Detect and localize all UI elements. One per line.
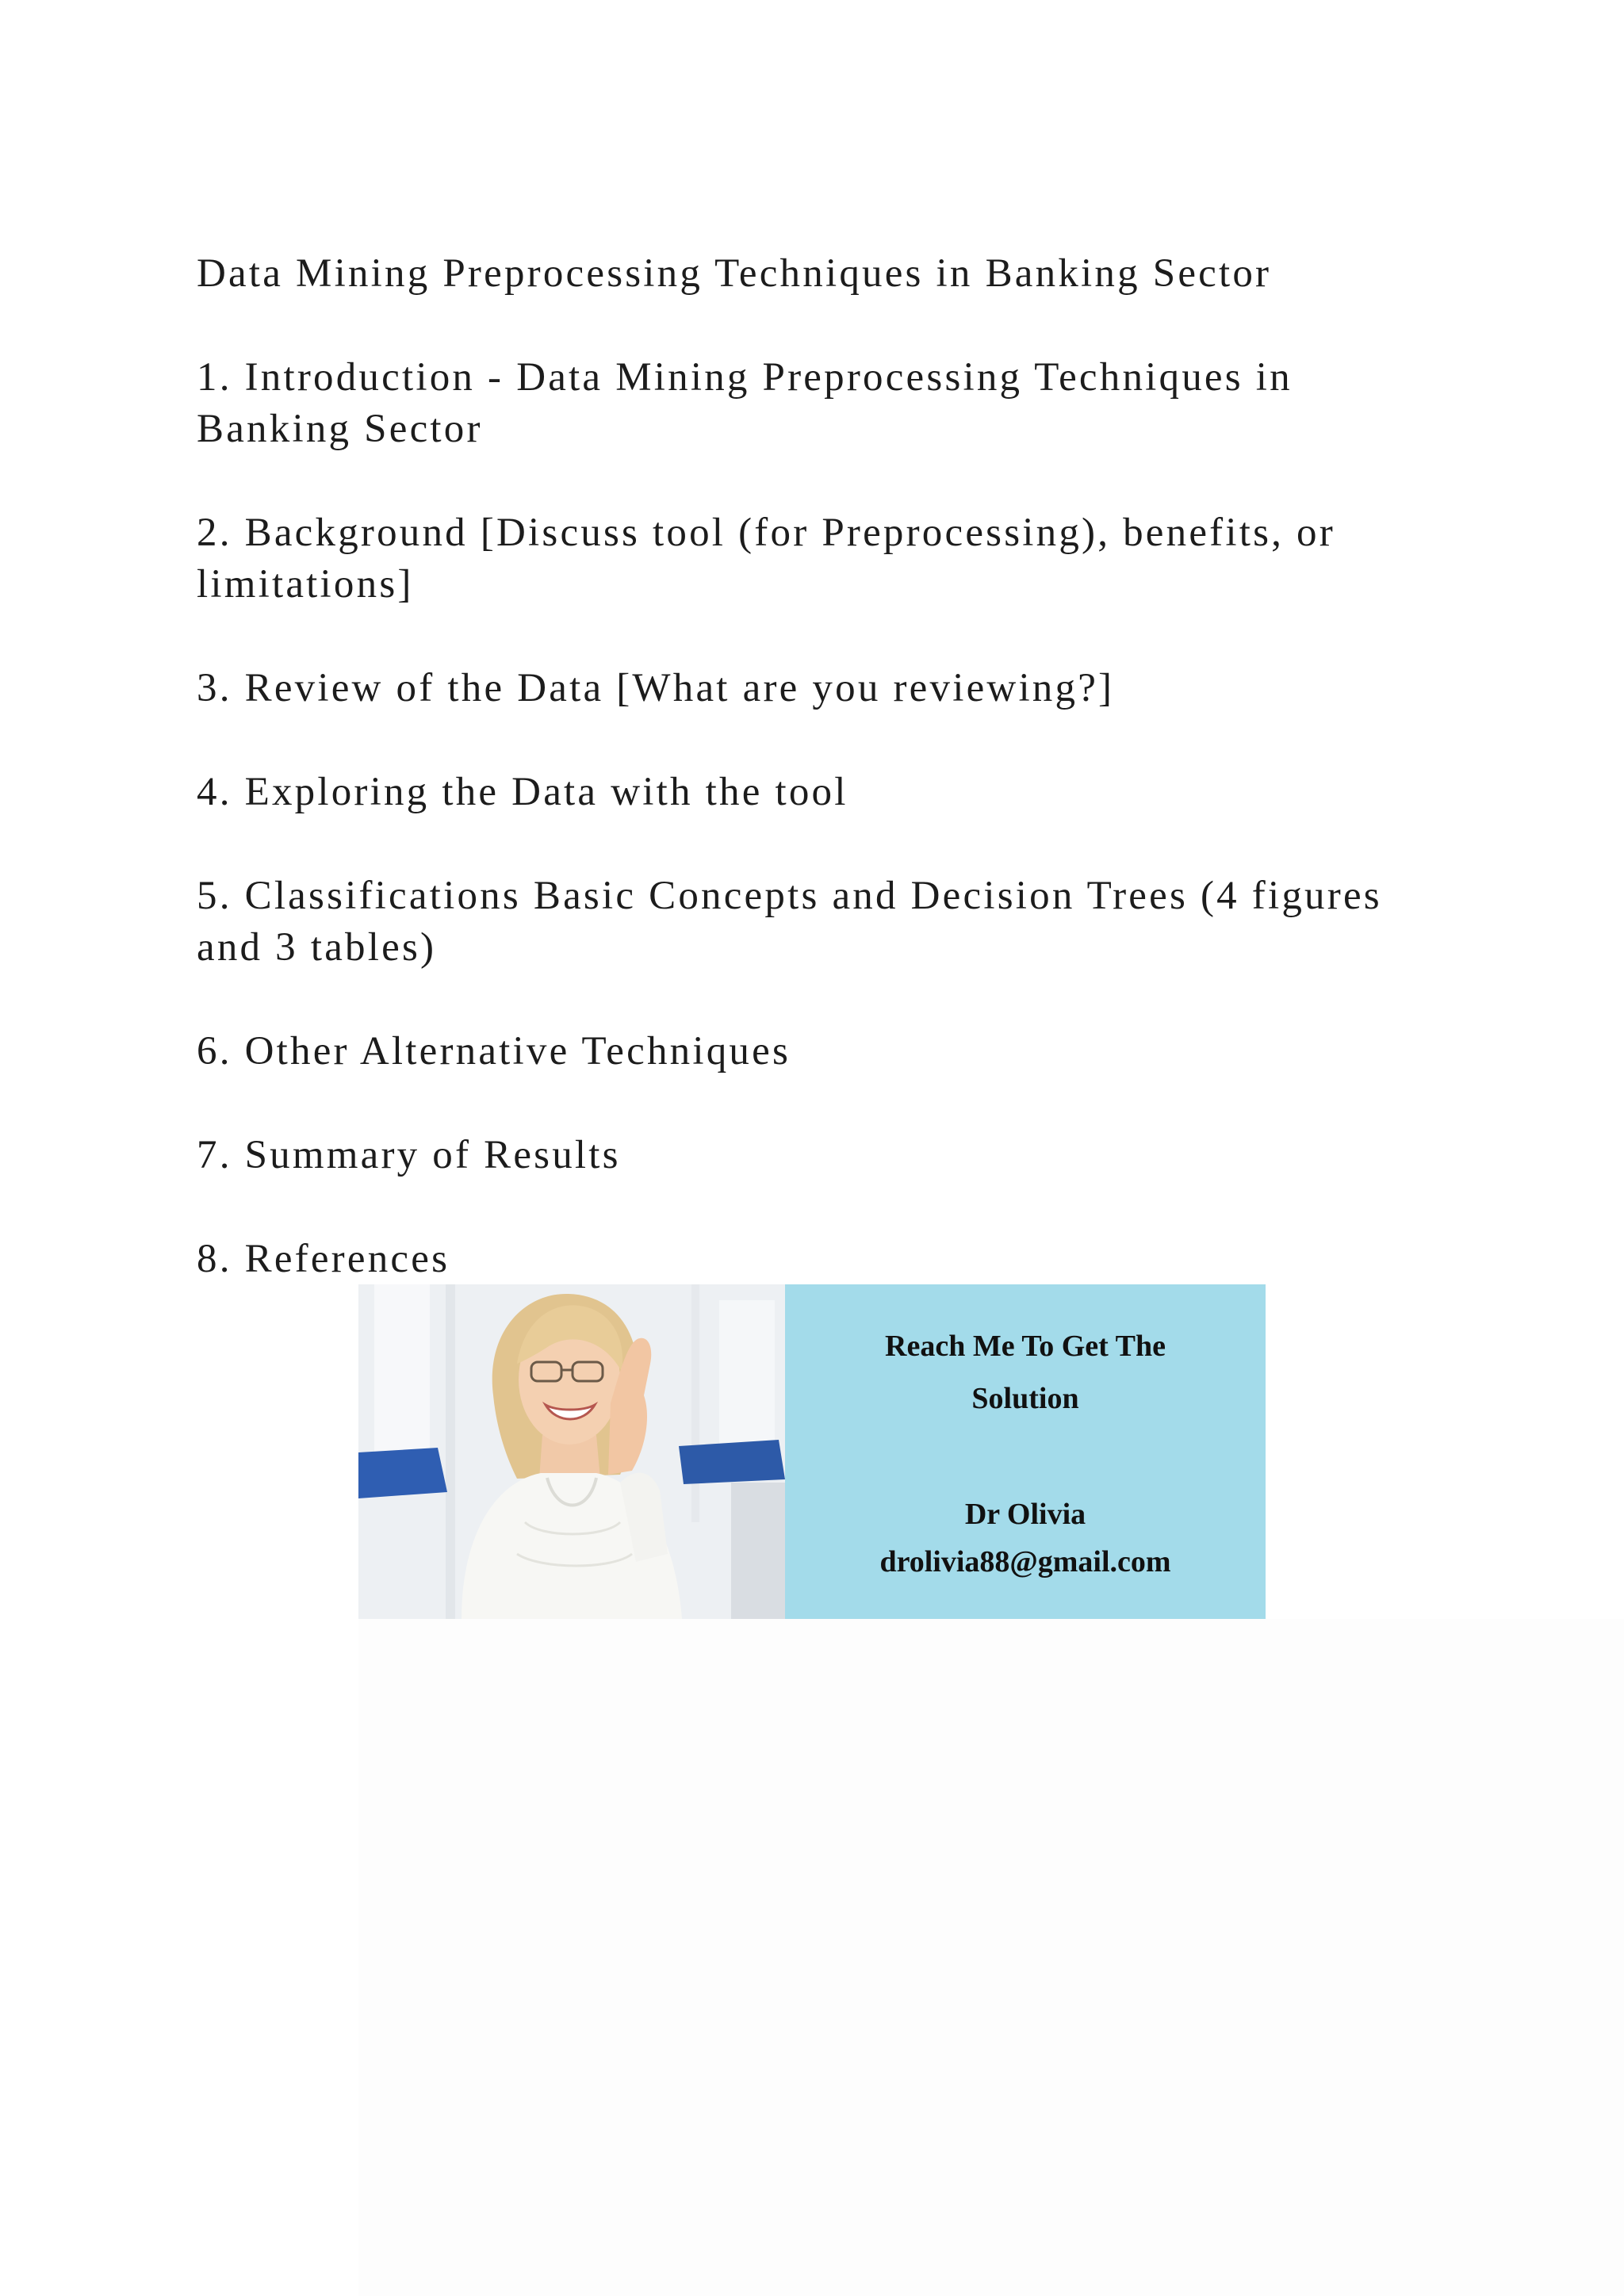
outline-item-2-line-1: 2. Background [Discuss tool (for Preprocessing), benefits, or	[197, 511, 1335, 555]
outline-item-1-line-1: 1. Introduction - Data Mining Preprocessing Techniques in	[197, 355, 1293, 400]
contact-name: Dr Olivia	[964, 1498, 1086, 1531]
outline-item-7: 7. Summary of Results	[197, 1133, 621, 1177]
woman-photo-illustration	[358, 1284, 785, 1619]
contact-heading-line-2: Solution	[971, 1382, 1079, 1415]
contact-panel	[785, 1284, 1266, 1619]
outline-item-5-line-2: and 3 tables)	[197, 925, 437, 970]
outline-item-6: 6. Other Alternative Techniques	[197, 1029, 791, 1073]
outline-item-4: 4. Exploring the Data with the tool	[197, 770, 848, 814]
contact-banner	[358, 1284, 1266, 1619]
woman-photo	[358, 1284, 785, 1619]
lower-backdrop	[358, 1619, 1624, 2296]
contact-heading-line-1: Reach Me To Get The	[885, 1330, 1166, 1363]
document-title: Data Mining Preprocessing Techniques in Banking Sector	[197, 251, 1272, 296]
contact-email[interactable]: drolivia88@gmail.com	[879, 1545, 1171, 1578]
outline-item-2-line-2: limitations]	[197, 562, 414, 607]
outline-item-3: 3. Review of the Data [What are you reviewing?]	[197, 666, 1115, 710]
outline-item-1-line-2: Banking Sector	[197, 407, 483, 451]
outline-item-5-line-1: 5. Classifications Basic Concepts and Decision Trees (4 figures	[197, 874, 1382, 918]
outline-item-8: 8. References	[197, 1237, 450, 1281]
